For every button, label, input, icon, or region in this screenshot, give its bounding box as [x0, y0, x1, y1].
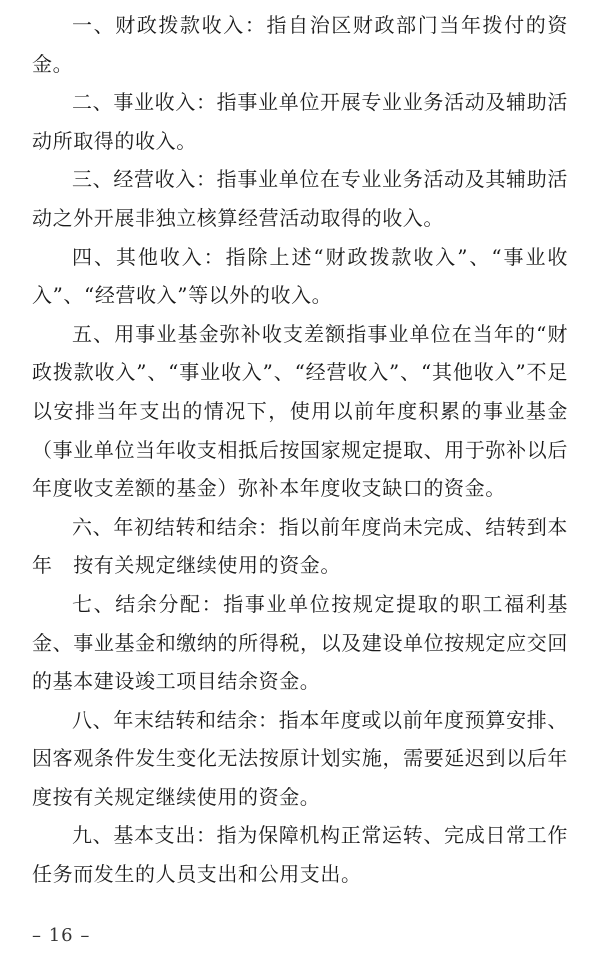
paragraph-4: 四、其他收入：指除上述“财政拨款收入”、“事业收入”、“经营收入”等以外的收入。 [32, 244, 568, 308]
paragraph-7: 七、结余分配：指事业单位按规定提取的职工福利基金、事业基金和缴纳的所得税，以及建设单位按规定应交回的基本建设竣工项目结余资金。 [32, 591, 568, 694]
paragraph-6: 六、年初结转和结余：指以前年度尚未完成、结转到本年 按有关规定继续使用的资金。 [32, 514, 568, 578]
paragraph-1: 一、财政拨款收入：指自治区财政部门当年拨付的资金。 [32, 13, 568, 76]
paragraph-3: 三、经营收入：指事业单位在专业业务活动及其辅助活动之外开展非独立核算经营活动取得的收入。 [32, 167, 568, 230]
paragraph-2: 二、事业收入：指事业单位开展专业业务活动及辅助活动所取得的收入。 [32, 90, 568, 153]
page-number: – 16 – [32, 925, 91, 946]
paragraph-9: 九、基本支出：指为保障机构正常运转、完成日常工作任务而发生的人员支出和公用支出。 [32, 823, 568, 887]
paragraph-8: 八、年末结转和结余：指本年度或以前年度预算安排、因客观条件发生变化无法按原计划实施，需要延迟到以后年度按有关规定继续使用的资金。 [32, 707, 568, 809]
paragraph-5: 五、用事业基金弥补收支差额指事业单位在当年的“财政拨款收入”、“事业收入”、“经营收入”、“其他收入”不足以安排当年支出的情况下，使用以前年度积累的事业基金（事业单位当年收支相抵后按国家规定提取、用于弥补以后年度收支差额的基金）弥补本年度收支缺口的资金。 [32, 321, 568, 501]
document-body [32, 6, 568, 894]
